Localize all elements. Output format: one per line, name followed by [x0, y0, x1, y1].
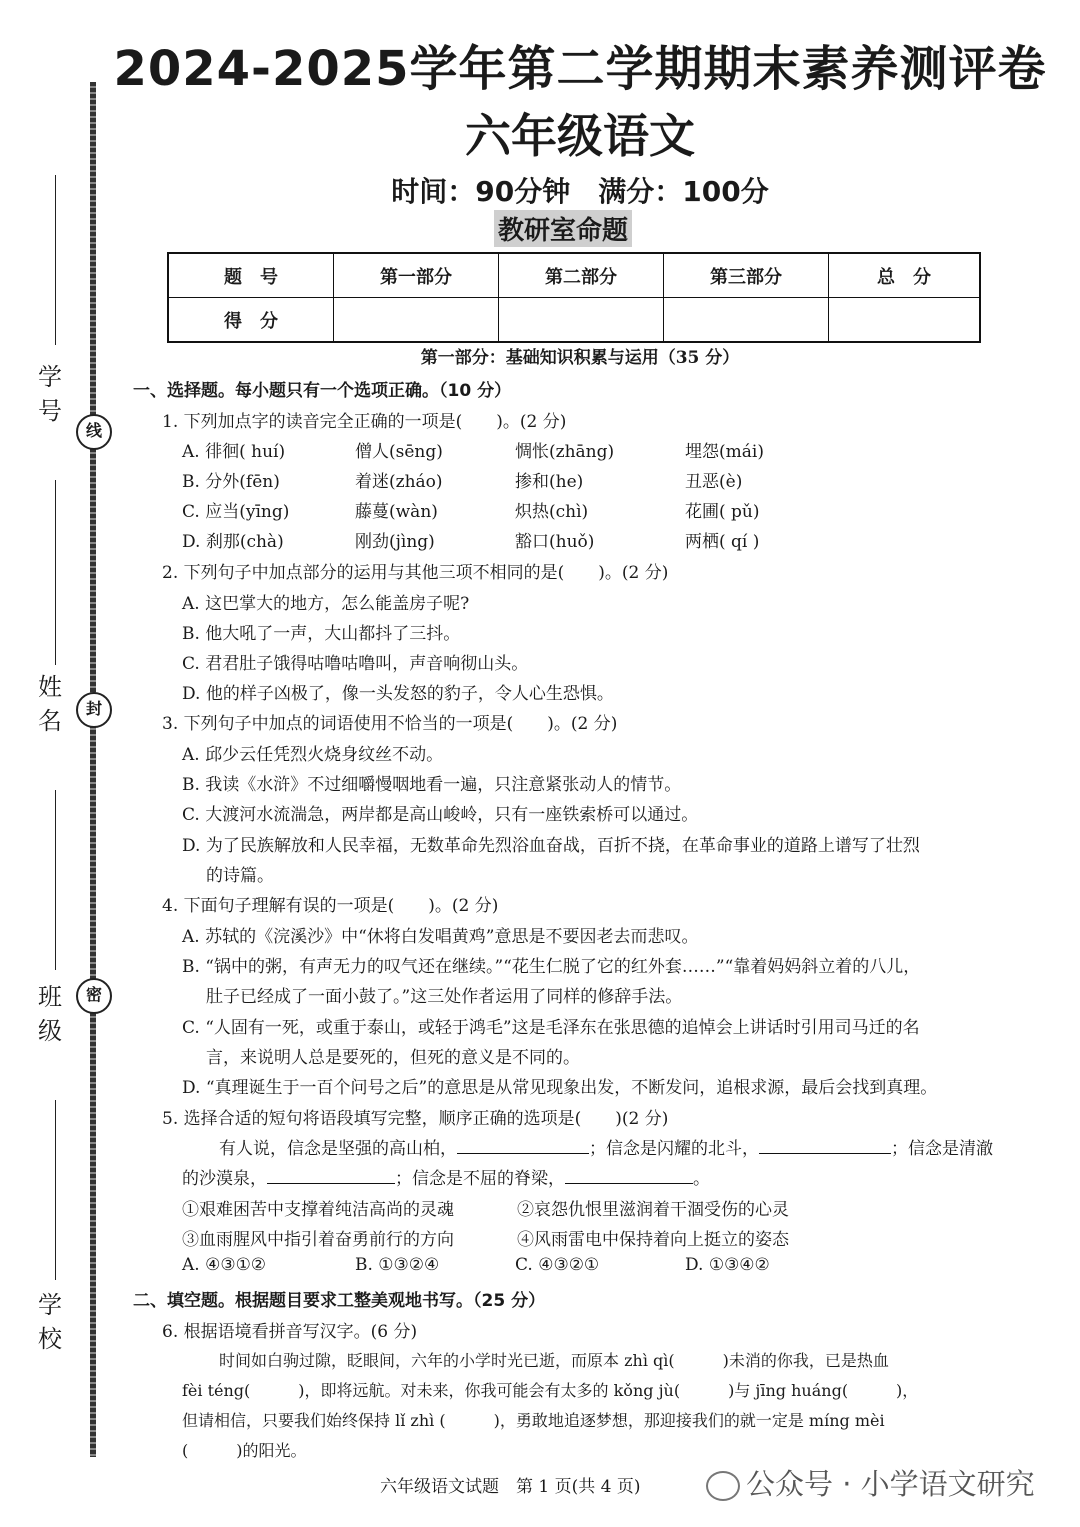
q2-option: D. 他的样子凶极了，像一头发怒的豹子，令人心生恐惧。 [182, 684, 614, 704]
q5-text: 。 [693, 1169, 710, 1189]
q5-choice: ①艰难困苦中支撑着纯洁高尚的灵魂 [182, 1200, 454, 1220]
page-footer: 六年级语文试题 第 1 页(共 4 页) [380, 1477, 641, 1497]
q1-option: B. 分外(fēn) [182, 472, 280, 492]
q5-paragraph-line1 [219, 1134, 993, 1159]
score-header-cell: 第二部分 [499, 253, 664, 298]
q1-option: 两栖( qí ) [685, 532, 760, 552]
q1-option: 炽热(chì) [515, 502, 589, 522]
binding-stamp-xian: 线 [76, 414, 112, 450]
q5-text: ；信念是清澈 [891, 1139, 993, 1159]
q1-option: 掺和(he) [515, 472, 584, 492]
author-badge: 教研室命题 [494, 210, 632, 247]
q4-option-continued: 言，来说明人总是要死的，但死的意义是不同的。 [206, 1048, 580, 1068]
q1-option: D. 刹那(chà) [182, 532, 284, 552]
score-cell[interactable] [334, 298, 499, 343]
school-line [55, 1100, 56, 1280]
q5-answer: C. ④③②① [515, 1255, 600, 1275]
q5-answer: A. ④③①② [182, 1255, 267, 1275]
binding-stamp-feng: 封 [76, 692, 112, 728]
q1-option: 花圃( pǔ) [685, 502, 760, 522]
q5-blank-3[interactable] [267, 1167, 395, 1184]
q1-option: 惆怅(zhāng) [515, 442, 615, 462]
question-2-stem: 2. 下列句子中加点部分的运用与其他三项不相同的是( )。(2 分) [162, 563, 669, 583]
q5-paragraph-line2 [182, 1164, 710, 1189]
q2-option: B. 他大吼了一声，大山都抖了三抖。 [182, 624, 461, 644]
school-label: 学校 [38, 1291, 62, 1353]
q2-option: A. 这巴掌大的地方，怎么能盖房子呢? [182, 594, 470, 614]
q5-text: 有人说，信念是坚强的高山柏， [219, 1139, 457, 1159]
question-6-stem: 6. 根据语境看拼音写汉字。(6 分) [162, 1322, 418, 1342]
question-1-stem: 1. 下列加点字的读音完全正确的一项是( )。(2 分) [162, 412, 567, 432]
binding-stamp-mi: 密 [76, 978, 112, 1014]
q1-option: 丑恶(è) [685, 472, 743, 492]
q6-line: 时间如白驹过隙，眨眼间，六年的小学时光已逝，而原本 zhì qì( )未消的你我，已是热血 [219, 1351, 889, 1370]
q5-answer: B. ①③②④ [355, 1255, 440, 1275]
q4-option: A. 苏轼的《浣溪沙》中“休将白发唱黄鸡”意思是不要因老去而悲叹。 [182, 927, 699, 947]
q3-option: A. 邱少云任凭烈火烧身纹丝不动。 [182, 745, 444, 765]
score-row-label: 得 分 [168, 298, 334, 343]
q1-option: 埋怨(mái) [685, 442, 764, 462]
part-one-heading: 第一部分：基础知识积累与运用（35 分） [420, 348, 740, 368]
q6-line: 但请相信，只要我们始终保持 lǐ zhì ( )，勇敢地追逐梦想，那迎接我们的就一定是 míng mèi [182, 1411, 885, 1430]
question-5-stem: 5. 选择合适的短句将语段填写完整，顺序正确的选项是( )(2 分) [162, 1109, 669, 1129]
q5-text: 的沙漠泉， [182, 1169, 267, 1189]
q5-text: ；信念是闪耀的北斗， [589, 1139, 759, 1159]
q1-option: 着迷(zháo) [355, 472, 443, 492]
score-cell[interactable] [499, 298, 664, 343]
score-header-cell: 第一部分 [334, 253, 499, 298]
q5-choice: ④风雨雷电中保持着向上挺立的姿态 [517, 1230, 789, 1250]
q1-option: C. 应当(yīng) [182, 502, 290, 522]
exam-subtitle: 六年级语文 [465, 109, 695, 163]
q3-option: D. 为了民族解放和人民幸福，无数革命先烈浴血奋战，百折不挠，在革命事业的道路上谱写了壮烈 [182, 836, 920, 856]
q3-option: B. 我读《水浒》不过细嚼慢咽地看一遍，只注意紧张动人的情节。 [182, 775, 682, 795]
q5-blank-2[interactable] [759, 1137, 891, 1154]
q5-text: ；信念是不屈的脊梁， [395, 1169, 565, 1189]
student-id-label: 学号 [38, 363, 62, 425]
q1-option: A. 徘徊( huí) [182, 442, 286, 462]
score-table [167, 252, 981, 343]
watermark [706, 1462, 1035, 1503]
q6-line: fèi téng( )，即将远航。对未来，你我可能会有太多的 kǒng jù( )与 jīng huáng( )， [182, 1381, 919, 1400]
q1-option: 刚劲(jìng) [355, 532, 435, 552]
q2-option: C. 君君肚子饿得咕噜咕噜叫，声音响彻山头。 [182, 654, 529, 674]
q4-option: B. “锅中的粥，有声无力的叹气还在继续。”“花生仁脱了它的红外套……”“靠着妈妈斜立着的八儿， [182, 957, 921, 977]
score-header-cell: 总 分 [829, 253, 981, 298]
binding-rail [90, 82, 96, 1457]
q5-blank-1[interactable] [457, 1137, 589, 1154]
q1-option: 豁口(huǒ) [515, 532, 595, 552]
score-header-cell: 第三部分 [664, 253, 829, 298]
q5-blank-4[interactable] [565, 1167, 693, 1184]
score-cell[interactable] [664, 298, 829, 343]
time-and-score: 时间：90分钟 满分：100分 [391, 175, 769, 208]
q3-option-continued: 的诗篇。 [206, 866, 274, 886]
exam-title: 2024-2025学年第二学期期末素养测评卷 [113, 41, 1047, 97]
q5-choice: ③血雨腥风中指引着奋勇前行的方向 [182, 1230, 454, 1250]
q4-option: C. “人固有一死，或重于泰山，或轻于鸿毛”这是毛泽东在张思德的追悼会上讲话时引用司马迁的名 [182, 1018, 920, 1038]
q4-option-continued: 肚子已经成了一面小鼓了。”这三处作者运用了同样的修辞手法。 [206, 987, 683, 1007]
score-cell[interactable] [829, 298, 981, 343]
q5-answer: D. ①③④② [685, 1255, 770, 1275]
watermark-text: 公众号 · 小学语文研究 [746, 1467, 1035, 1501]
class-label: 班级 [38, 983, 62, 1045]
class-line [55, 790, 56, 970]
student-id-line [55, 175, 56, 345]
section-one-heading: 一、选择题。每小题只有一个选项正确。（10 分） [133, 381, 512, 401]
wechat-icon [706, 1471, 740, 1501]
q3-option: C. 大渡河水流湍急，两岸都是高山峻岭，只有一座铁索桥可以通过。 [182, 805, 699, 825]
q6-line: ( )的阳光。 [182, 1441, 307, 1460]
question-3-stem: 3. 下列句子中加点的词语使用不恰当的一项是( )。(2 分) [162, 714, 618, 734]
q5-choice: ②哀怨仇恨里滋润着干涸受伤的心灵 [517, 1200, 789, 1220]
name-label: 姓名 [38, 673, 62, 735]
name-line [55, 480, 56, 665]
question-4-stem: 4. 下面句子理解有误的一项是( )。(2 分) [162, 896, 499, 916]
q1-option: 藤蔓(wàn) [355, 502, 438, 522]
q1-option: 僧人(sēng) [355, 442, 443, 462]
section-two-heading: 二、填空题。根据题目要求工整美观地书写。（25 分） [133, 1291, 546, 1311]
score-header-cell: 题 号 [168, 253, 334, 298]
q4-option: D. “真理诞生于一百个问号之后”的意思是从常见现象出发，不断发问，追根求源，最后会找到真理。 [182, 1078, 938, 1098]
